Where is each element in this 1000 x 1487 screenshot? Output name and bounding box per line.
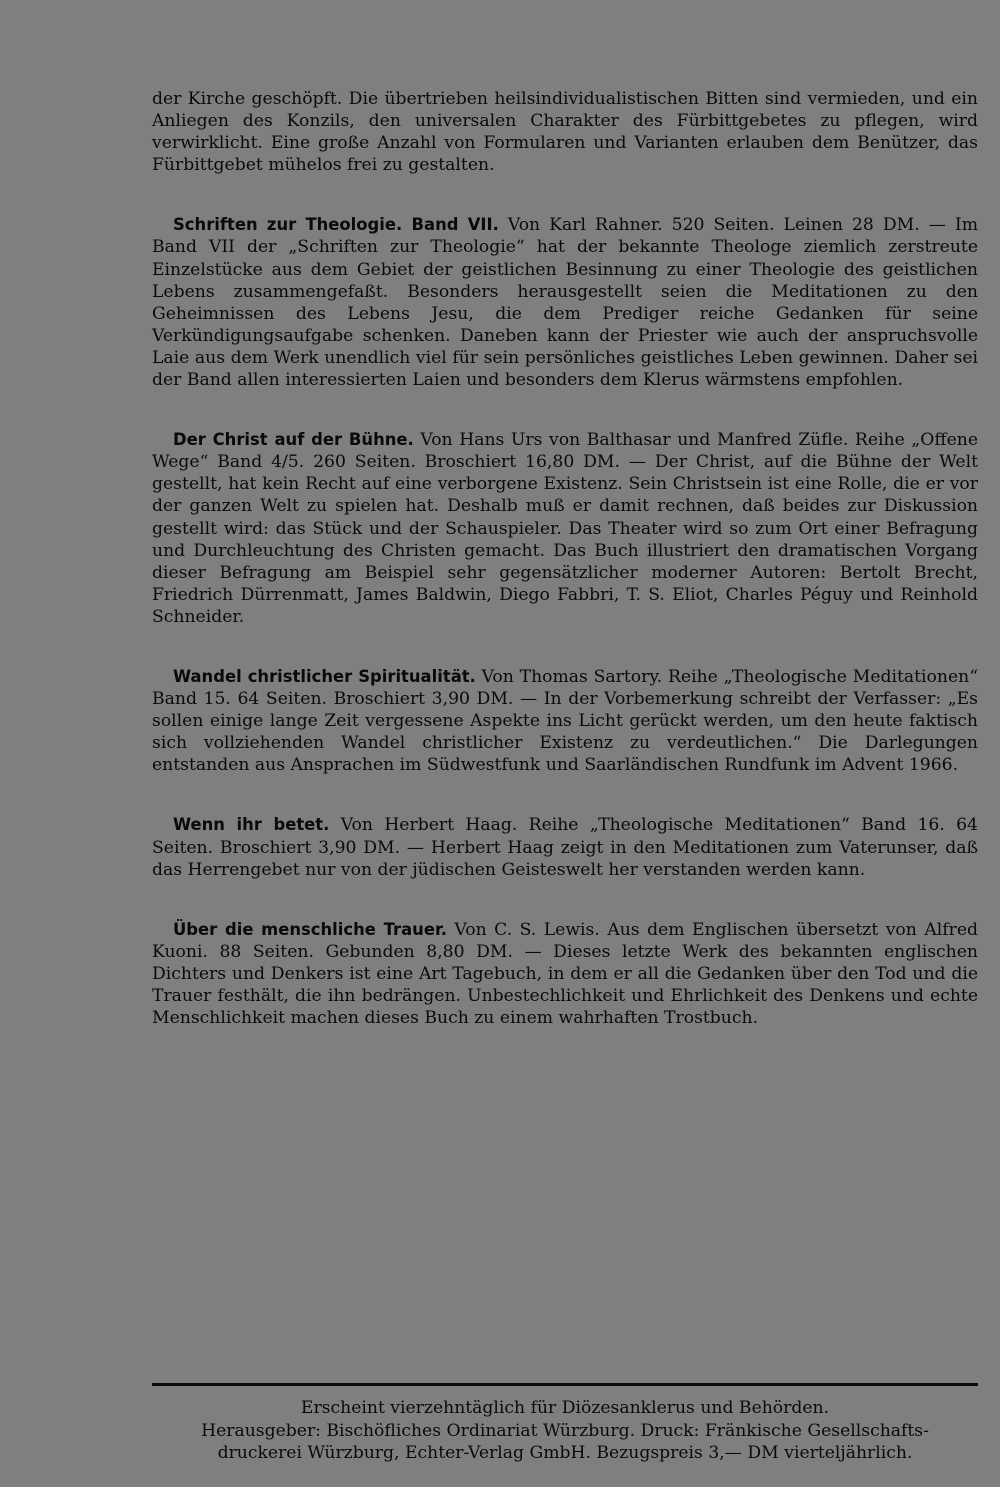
review-title: Schriften zur Theologie. Band VII. — [173, 215, 499, 235]
review-body: Von C. S. Lewis. Aus dem Englischen übersetzt von Alfred Kuoni. 88 Seiten. Gebunden 8,80 DM. — Dieses letzte Werk des bekannten englischen Dichters und Denkers ist eine Art Tagebuch, in dem er all die Gedanken über den Tod und die Trauer festhält, die ihn bedrängen. Unbestechlichkeit und Ehrlichkeit des Denkens und echte Menschlichkeit machen dieses Buch zu einem wahrhaften Trostbuch. — [152, 919, 978, 1029]
intro-paragraph: der Kirche geschöpft. Die übertrieben heilsindividualistischen Bitten sind vermieden, und ein Anliegen des Konzils, den universalen Charakter des Fürbittgebetes zu pflegen, wird verwirklicht. Eine große Anzahl von Formularen und Varianten erlauben dem Benützer, das Fürbittgebet mühelos frei zu gestalten. — [152, 89, 978, 176]
footer-line-publisher: Herausgeber: Bischöfliches Ordinariat Würzburg. Druck: Fränkische Gesellschafts- — [201, 1420, 929, 1441]
imprint-footer — [152, 1383, 978, 1465]
review-body: Von Herbert Haag. Reihe „Theologische Meditationen“ Band 16. 64 Seiten. Broschiert 3,90 DM. — Herbert Haag zeigt in den Meditationen zum Vaterunser, daß das Herrengebet nur von der jüdischen Geisteswelt her verstanden werden kann. — [152, 815, 978, 880]
review-der-christ-auf-der-buehne — [152, 429, 978, 628]
review-ueber-die-menschliche-trauer — [152, 919, 978, 1029]
review-title: Über die menschliche Trauer. — [173, 919, 447, 939]
footer-divider — [152, 1383, 978, 1386]
review-schriften-zur-theologie — [152, 214, 978, 391]
review-body: Von Karl Rahner. 520 Seiten. Leinen 28 DM. — Im Band VII der „Schriften zur Theologie“ hat der bekannte Theologe ziemlich zerstreute Einzelstücke aus dem Gebiet der geistlichen Besinnung zu einer Theologie des geistlichen Lebens zusammengefaßt. Besonders herausgestellt seien die Meditationen zu den Geheimnissen des Lebens Jesu, die dem Prediger reiche Gedanken für seine Verkündigungsaufgabe schenken. Daneben kann der Priester wie auch der anspruchsvolle Laie aus dem Werk unendlich viel für sein persönliches geistliches Leben gewinnen. Daher sei der Band allen interessierten Laien und besonders dem Klerus wärmstens empfohlen. — [152, 215, 979, 391]
footer-line-printer: druckerei Würzburg, Echter-Verlag GmbH. Bezugspreis 3,— DM vierteljährlich. — [217, 1443, 913, 1463]
review-body: Von Hans Urs von Balthasar und Manfred Züfle. Reihe „Offene Wege“ Band 4/5. 260 Seiten. Broschiert 16,80 DM. — Der Christ, auf die Bühne der Welt gestellt, hat kein Recht auf eine verborgene Existenz. Sein Christsein ist eine Rolle, die er vor der ganzen Welt zu spielen hat. Deshalb muß er damit rechnen, daß beides zur Diskussion gestellt wird: das Stück und der Schauspieler. Das Theater wird so zum Ort einer Befragung und Durchleuchtung des Christen gemacht. Das Buch illustriert den dramatischen Vorgang dieser Befragung am Beispiel sehr gegensätzlicher moderner Autoren: Bertolt Brecht, Friedrich Dürrenmatt, James Baldwin, Diego Fabbri, T. S. Eliot, Charles Péguy und Reinhold Schneider. — [152, 430, 978, 627]
review-title: Wenn ihr betet. — [173, 815, 330, 835]
footer-line-frequency: Erscheint vierzehntäglich für Diözesanklerus und Behörden. — [300, 1398, 830, 1418]
review-title: Wandel christlicher Spiritualität. — [173, 666, 476, 686]
review-title: Der Christ auf der Bühne. — [173, 430, 414, 450]
review-wenn-ihr-betet — [152, 814, 978, 880]
page-content — [152, 88, 978, 1067]
review-wandel-christlicher-spiritualitaet — [152, 666, 978, 776]
review-body: Von Thomas Sartory. Reihe „Theologische Meditationen“ Band 15. 64 Seiten. Broschiert 3,90 DM. — In der Vorbemerkung schreibt der Verfasser: „Es sollen einige lange Zeit vergessene Aspekte ins Licht gerückt werden, um den heute faktisch sich vollziehenden Wandel christlicher Existenz zu verdeutlichen.“ Die Darlegungen entstanden aus Ansprachen im Südwestfunk und Saarländischen Rundfunk im Advent 1966. — [152, 666, 978, 776]
